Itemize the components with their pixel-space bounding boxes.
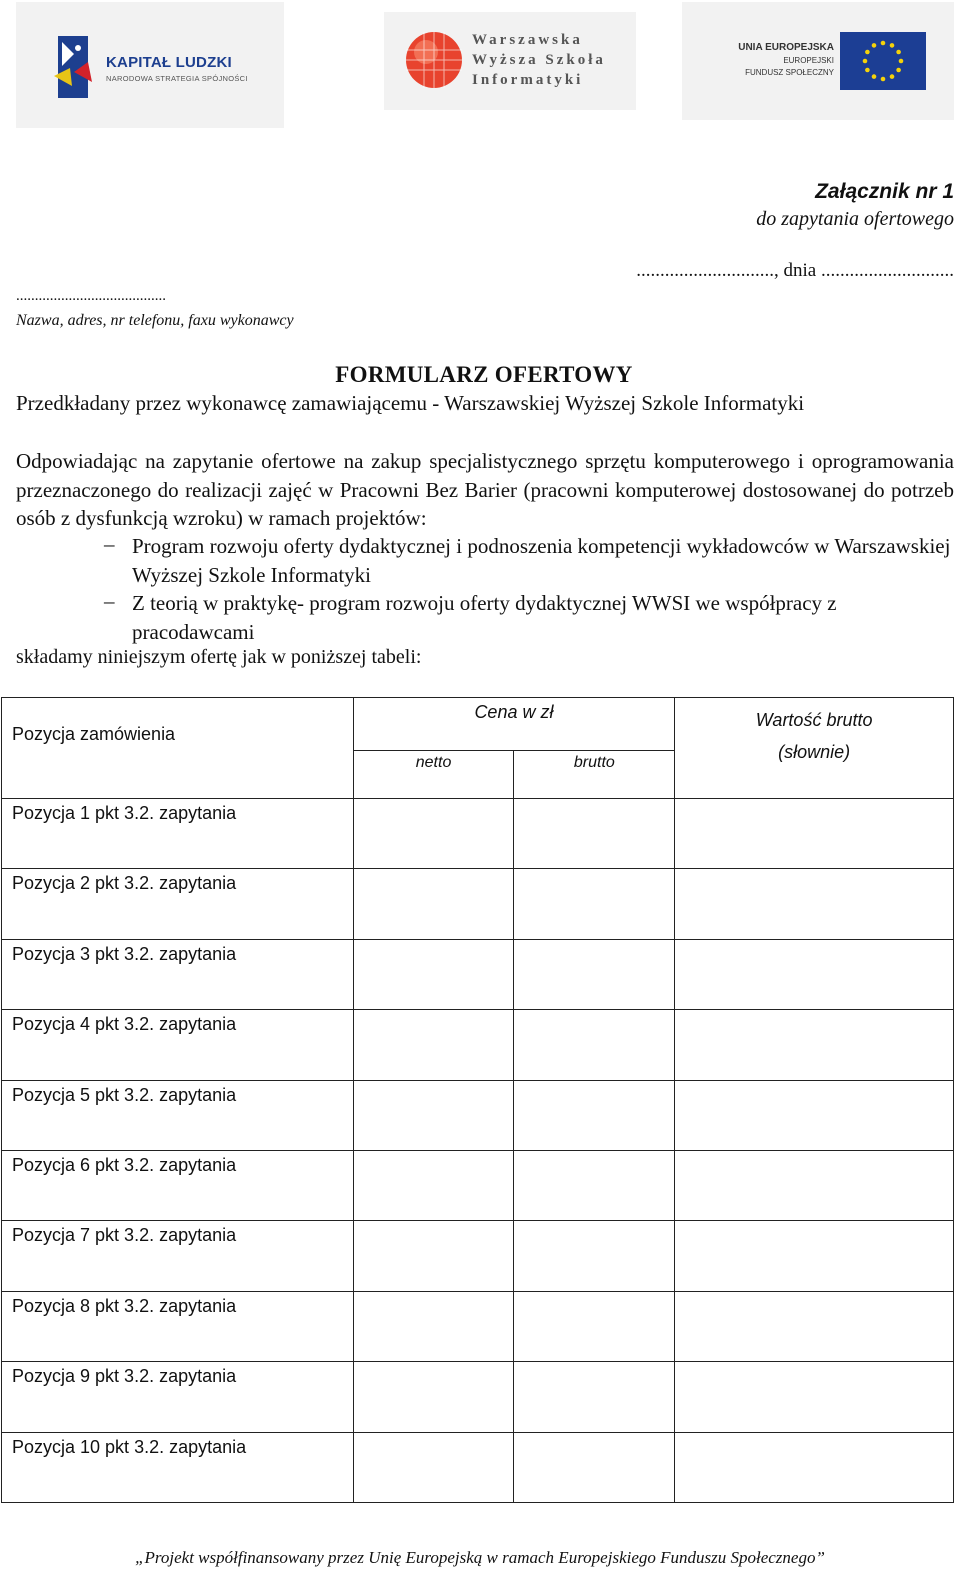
offer-table (1, 697, 954, 1503)
intro-paragraph: Odpowiadając na zapytanie ofertowe na zakup specjalistycznego sprzętu komputerowego i oprogramowania przeznaczonego do realizacji zajęć w Pracowni Bez Barier (pracowni komputerowej dostosowanej do potrzeb osób z dysfunkcją wzroku) w ramach projektów: (16, 449, 954, 530)
netto-cell[interactable] (353, 799, 514, 869)
table-row (2, 1150, 954, 1220)
netto-cell[interactable] (353, 869, 514, 939)
header-gross-value-line1: Wartość brutto (755, 710, 873, 730)
wwsi-globe-icon (404, 30, 464, 90)
gross-words-cell[interactable] (675, 1291, 954, 1361)
eu-logo (682, 2, 954, 120)
kapital-ludzki-emblem-icon (52, 32, 100, 102)
gross-words-cell[interactable] (675, 1432, 954, 1502)
netto-cell[interactable] (353, 1291, 514, 1361)
brutto-cell[interactable] (514, 799, 675, 869)
table-row (2, 1221, 954, 1291)
table-row (2, 1291, 954, 1361)
position-cell: Pozycja 4 pkt 3.2. zapytania (2, 1010, 354, 1080)
header-position: Pozycja zamówienia (2, 698, 354, 799)
bullet-marker: – (104, 589, 115, 613)
brutto-cell[interactable] (514, 1362, 675, 1432)
place-date-line: ............................., dnia ............................ (636, 260, 954, 281)
kapital-ludzki-name: KAPITAŁ LUDZKI (106, 54, 232, 71)
table-row (2, 1080, 954, 1150)
form-subtitle: Przedkładany przez wykonawcę zamawiającemu - Warszawskiej Wyższej Szkole Informatyki (16, 391, 805, 415)
brutto-cell[interactable] (514, 1150, 675, 1220)
brutto-cell[interactable] (514, 939, 675, 1009)
position-cell: Pozycja 6 pkt 3.2. zapytania (2, 1150, 354, 1220)
wwsi-name-line1: Warszawska (472, 32, 583, 48)
gross-words-cell[interactable] (675, 1010, 954, 1080)
closing-sentence: składamy niniejszym ofertę jak w poniższej tabeli: (16, 646, 422, 668)
netto-cell[interactable] (353, 1362, 514, 1432)
gross-words-cell[interactable] (675, 799, 954, 869)
table-header-row (2, 698, 954, 751)
netto-cell[interactable] (353, 1150, 514, 1220)
brutto-cell[interactable] (514, 869, 675, 939)
table-row (2, 1362, 954, 1432)
contractor-field-label: Nazwa, adres, nr telefonu, faxu wykonawcy (16, 312, 294, 329)
cofinancing-footer: „Projekt współfinansowany przez Unię Europejską w ramach Europejskiego Funduszu Społecznego” (135, 1548, 825, 1567)
bullet-marker: – (104, 532, 115, 556)
gross-words-cell[interactable] (675, 1150, 954, 1220)
netto-cell[interactable] (353, 939, 514, 1009)
brutto-cell[interactable] (514, 1291, 675, 1361)
attachment-title: Załącznik nr 1 (815, 180, 954, 203)
brutto-cell[interactable] (514, 1010, 675, 1080)
position-cell: Pozycja 8 pkt 3.2. zapytania (2, 1291, 354, 1361)
wwsi-name-line3: Informatyki (472, 72, 584, 88)
eu-name-line3: FUNDUSZ SPOŁECZNY (745, 68, 834, 77)
gross-words-cell[interactable] (675, 869, 954, 939)
wwsi-name-line2: Wyższa Szkoła (472, 52, 606, 68)
brutto-cell[interactable] (514, 1221, 675, 1291)
project-item-1: Program rozwoju oferty dydaktycznej i podnoszenia kompetencji wykładowców w Warszawskiej Wyższej Szkole Informatyki (132, 534, 951, 587)
wwsi-logo (384, 12, 636, 110)
project-item-2: Z teorią w praktykę- program rozwoju oferty dydaktycznej WWSI we współpracy z pracodawcami (132, 591, 837, 644)
netto-cell[interactable] (353, 1221, 514, 1291)
eu-name-line2: EUROPEJSKI (783, 56, 834, 65)
gross-words-cell[interactable] (675, 939, 954, 1009)
netto-cell[interactable] (353, 1010, 514, 1080)
brutto-cell[interactable] (514, 1080, 675, 1150)
brutto-cell[interactable] (514, 1432, 675, 1502)
position-cell: Pozycja 5 pkt 3.2. zapytania (2, 1080, 354, 1150)
header-price: Cena w zł (353, 698, 675, 751)
table-row (2, 1432, 954, 1502)
position-cell: Pozycja 7 pkt 3.2. zapytania (2, 1221, 354, 1291)
header-brutto: brutto (514, 751, 675, 799)
gross-words-cell[interactable] (675, 1362, 954, 1432)
form-title: FORMULARZ OFERTOWY (335, 362, 633, 387)
position-cell: Pozycja 3 pkt 3.2. zapytania (2, 939, 354, 1009)
header-netto: netto (353, 751, 514, 799)
eu-name-line1: UNIA EUROPEJSKA (738, 42, 834, 53)
header-logos (0, 0, 960, 130)
table-row (2, 939, 954, 1009)
header-gross-value (675, 698, 954, 799)
table-row (2, 799, 954, 869)
netto-cell[interactable] (353, 1432, 514, 1502)
kapital-ludzki-logo (16, 2, 284, 128)
attachment-subtitle: do zapytania ofertowego (756, 208, 954, 230)
header-gross-value-line2: (słownie) (778, 742, 851, 762)
position-cell: Pozycja 1 pkt 3.2. zapytania (2, 799, 354, 869)
kapital-ludzki-subtitle: NARODOWA STRATEGIA SPÓJNOŚCI (106, 74, 248, 83)
gross-words-cell[interactable] (675, 1221, 954, 1291)
gross-words-cell[interactable] (675, 1080, 954, 1150)
table-row (2, 869, 954, 939)
position-cell: Pozycja 9 pkt 3.2. zapytania (2, 1362, 354, 1432)
eu-flag-icon (840, 32, 926, 90)
netto-cell[interactable] (353, 1080, 514, 1150)
contractor-field-line: ........................................ (16, 288, 166, 304)
table-row (2, 1010, 954, 1080)
position-cell: Pozycja 2 pkt 3.2. zapytania (2, 869, 354, 939)
position-cell: Pozycja 10 pkt 3.2. zapytania (2, 1432, 354, 1502)
